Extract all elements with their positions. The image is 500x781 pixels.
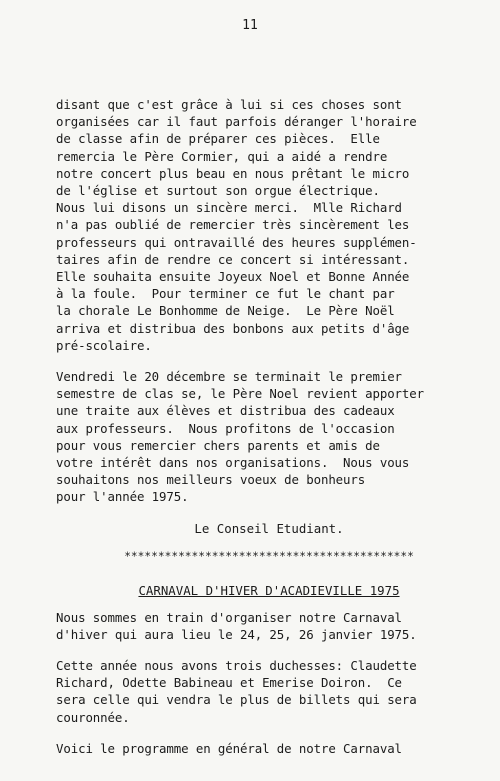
text-line: Nous sommes en train d'organiser notre Carnaval [56,609,402,625]
text-line: de classe afin de préparer ces pièces. Elle [56,131,380,147]
paragraph-concert-thanks [56,96,482,354]
text-line: Voici le programme en général de notre Carnaval [56,740,402,756]
signature: Le Conseil Etudiant. [194,520,344,536]
text-line: disant que c'est grâce à lui si ces choses sont [56,97,402,112]
text-line: de l'église et surtout son orgue électrique. [56,183,380,199]
paragraph-duchesses [56,657,482,726]
text-line: pré-scolaire. [56,337,152,353]
text-line: couronnée. [56,709,130,725]
text-line: Nous lui disons un sincère merci. Mlle Richard [56,200,402,216]
text-line: votre intérêt dans nos organisations. Nous vous [56,455,410,471]
text-line: Elle souhaita ensuite Joyeux Noel et Bonne Année [56,269,410,285]
text-line: la chorale Le Bonhomme de Neige. Le Père Noël [56,303,395,319]
asterisk-divider: ******************************************* [124,549,414,563]
text-line: professeurs qui ontravaillé des heures supplémen- [56,234,417,250]
text-line: à la foule. Pour terminer ce fut le chant par [56,286,395,302]
text-line: notre concert plus beau en nous prêtant le micro [56,165,410,181]
text-line: semestre de clas se, le Père Noel revient apporter [56,386,424,402]
paragraph-semester-end [56,368,482,506]
text-line: Vendredi le 20 décembre se terminait le premier [56,369,402,385]
paragraph-carnival-dates [56,609,482,643]
page-number: 11 [242,18,258,33]
text-line: organisées car il faut parfois déranger l'horaire [56,114,417,130]
text-line: remercia le Père Cormier, qui a aidé a rendre [56,148,388,164]
document-body [56,96,482,771]
text-line: sera celle qui vendra le plus de billets qui sera [56,692,417,708]
text-line: arriva et distribua des bonbons aux petits d'âge [56,320,410,336]
text-line: souhaitons nos meilleurs voeux de bonheurs [56,472,366,488]
text-line: Cette année nous avons trois duchesses: Claudette [56,658,417,674]
text-line: taires afin de rendre ce concert si intéressant. [56,251,410,267]
text-line: n'a pas oublié de remercier très sincèrement les [56,217,410,233]
text-line: une traite aux élèves et distribua des cadeaux [56,403,395,419]
text-line: aux professeurs. Nous profitons de l'occasion [56,420,395,436]
text-line: pour l'année 1975. [56,489,189,505]
section-heading: CARNAVAL D'HIVER D'ACADIEVILLE 1975 [138,582,400,598]
text-line: Richard, Odette Babineau et Emerise Doiron. Ce [56,675,402,691]
text-line: d'hiver qui aura lieu le 24, 25, 26 janvier 1975. [56,626,417,642]
paragraph-program-intro [56,740,482,757]
text-line: pour vous remercier chers parents et amis de [56,437,380,453]
